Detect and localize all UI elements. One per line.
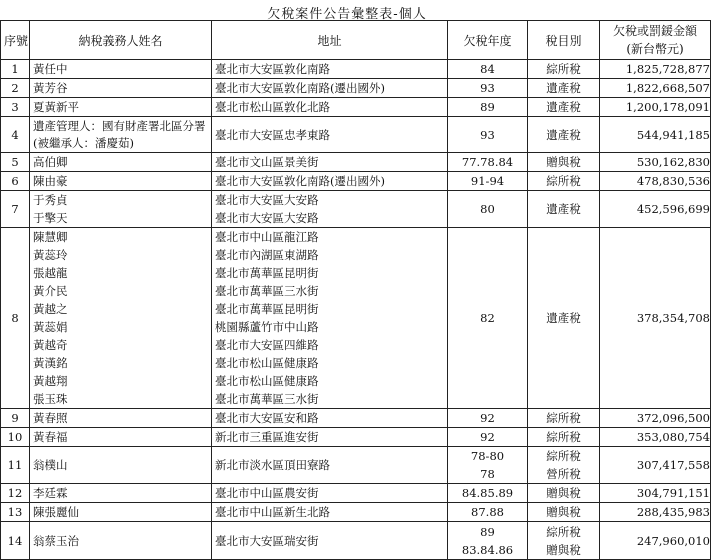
cell-tax-type xyxy=(528,79,600,98)
address-line: 新北市淡水區頂田寮路 xyxy=(215,458,330,472)
address-line: 臺北市大安區大安路 xyxy=(215,193,319,207)
tax-year: 91-94 xyxy=(470,174,505,188)
table-row xyxy=(1,191,711,228)
cell-tax-year xyxy=(448,98,528,117)
tax-year: 87.88 xyxy=(471,505,504,519)
cell-tax-type xyxy=(528,503,600,522)
tax-type: 贈與稅 xyxy=(546,505,581,519)
cell-taxpayer-name xyxy=(30,503,212,522)
cell-tax-year xyxy=(448,522,528,560)
cell-amount: 1,825,728,877 xyxy=(600,60,711,79)
cell-tax-type xyxy=(528,191,600,228)
address-line: 臺北市大安區敦化南路(遷出國外) xyxy=(215,81,385,95)
table-row xyxy=(1,522,711,560)
header-amount xyxy=(600,21,711,60)
cell-amount: 378,354,708 xyxy=(600,228,711,409)
cell-amount: 372,096,500 xyxy=(600,409,711,428)
cell-tax-type xyxy=(528,484,600,503)
header-year: 欠稅年度 xyxy=(448,21,528,60)
tax-type: 綜所稅 xyxy=(546,524,581,539)
cell-no: 2 xyxy=(1,79,30,98)
taxpayer-name: 張越龍 xyxy=(33,266,68,280)
table-row xyxy=(1,60,711,79)
taxpayer-name: 李廷霖 xyxy=(33,486,68,500)
tax-type: 遺產稅 xyxy=(546,202,581,216)
address-line: 臺北市松山區健康路 xyxy=(215,374,319,388)
cell-taxpayer-name xyxy=(30,522,212,560)
cell-address xyxy=(212,60,448,79)
taxpayer-name: 黃越翔 xyxy=(33,374,68,388)
tax-type: 綜所稅 xyxy=(546,174,581,188)
cell-address xyxy=(212,503,448,522)
tax-arrears-table xyxy=(0,20,711,560)
tax-year: 80 xyxy=(480,202,495,216)
tax-type: 遺產稅 xyxy=(546,127,581,142)
cell-tax-year xyxy=(448,447,528,484)
cell-address xyxy=(212,522,448,560)
tax-year: 77.78.84 xyxy=(461,155,514,169)
cell-address xyxy=(212,79,448,98)
cell-amount: 1,200,178,091 xyxy=(600,98,711,117)
cell-address xyxy=(212,484,448,503)
taxpayer-name: 翁樸山 xyxy=(33,458,68,472)
cell-taxpayer-name xyxy=(30,191,212,228)
table-row xyxy=(1,172,711,191)
cell-taxpayer-name xyxy=(30,228,212,409)
cell-tax-type xyxy=(528,172,600,191)
taxpayer-name: 于擎天 xyxy=(33,211,68,225)
cell-no: 5 xyxy=(1,153,30,172)
cell-taxpayer-name xyxy=(30,79,212,98)
address-line: 臺北市中山區龍江路 xyxy=(215,230,319,244)
taxpayer-name: 黃漢銘 xyxy=(33,356,68,370)
cell-taxpayer-name xyxy=(30,484,212,503)
cell-no: 11 xyxy=(1,447,30,484)
tax-type: 遺產稅 xyxy=(546,81,581,95)
taxpayer-name: 黃蕊娟 xyxy=(33,320,68,334)
cell-tax-type xyxy=(528,522,600,560)
cell-tax-type xyxy=(528,98,600,117)
cell-tax-year xyxy=(448,153,528,172)
cell-address xyxy=(212,153,448,172)
tax-type: 綜所稅 xyxy=(546,430,581,444)
tax-year: 84 xyxy=(480,62,495,76)
tax-type: 綜所稅 xyxy=(546,62,581,76)
cell-tax-type xyxy=(528,409,600,428)
cell-tax-year xyxy=(448,409,528,428)
cell-taxpayer-name xyxy=(30,428,212,447)
tax-year: 78-80 xyxy=(470,449,505,463)
taxpayer-name: 黃春照 xyxy=(33,411,68,425)
tax-year: 84.85.89 xyxy=(461,486,514,500)
cell-taxpayer-name xyxy=(30,98,212,117)
address-line: 臺北市內湖區東湖路 xyxy=(215,248,319,262)
address-line: 臺北市松山區健康路 xyxy=(215,356,319,370)
cell-address xyxy=(212,228,448,409)
cell-no: 4 xyxy=(1,117,30,153)
taxpayer-name: 黃蕊玲 xyxy=(33,248,68,262)
tax-year: 78 xyxy=(480,467,495,481)
cell-tax-year xyxy=(448,484,528,503)
cell-no: 6 xyxy=(1,172,30,191)
taxpayer-name: 黃介民 xyxy=(33,284,68,298)
cell-tax-type xyxy=(528,117,600,153)
address-line: 臺北市萬華區昆明街 xyxy=(215,266,319,280)
tax-type: 贈與稅 xyxy=(546,155,581,169)
address-line: 桃園縣蘆竹市中山路 xyxy=(215,320,319,334)
tax-year: 82 xyxy=(480,311,495,325)
cell-amount: 288,435,983 xyxy=(600,503,711,522)
cell-taxpayer-name xyxy=(30,172,212,191)
cell-tax-year xyxy=(448,79,528,98)
header-row xyxy=(1,21,711,60)
cell-address xyxy=(212,98,448,117)
taxpayer-name: 黃芳谷 xyxy=(33,81,68,95)
cell-tax-year xyxy=(448,228,528,409)
cell-address xyxy=(212,191,448,228)
cell-taxpayer-name: 遺產管理人：國有財產署北區分署(被繼承人：潘慶茹) xyxy=(30,117,212,153)
header-amount-line1: 欠稅或罰鍰金額 xyxy=(612,24,697,38)
taxpayer-name: 陳張麗仙 xyxy=(33,505,79,519)
address-line: 臺北市大安區四維路 xyxy=(215,338,319,352)
cell-tax-year xyxy=(448,117,528,153)
tax-type: 遺產稅 xyxy=(546,311,581,325)
tax-year: 89 xyxy=(480,100,495,114)
taxpayer-name: 夏黃新平 xyxy=(33,100,79,114)
tax-year: 93 xyxy=(480,127,495,142)
tax-type: 贈與稅 xyxy=(546,542,581,557)
header-amount-line2: (新台幣元) xyxy=(626,42,684,56)
taxpayer-name: 于秀貞 xyxy=(33,193,68,207)
tax-year: 92 xyxy=(480,411,495,425)
page-title: 欠稅案件公告彙整表-個人 xyxy=(267,7,427,22)
table-row xyxy=(1,153,711,172)
cell-amount: 353,080,754 xyxy=(600,428,711,447)
cell-tax-year xyxy=(448,428,528,447)
cell-no: 1 xyxy=(1,60,30,79)
cell-address xyxy=(212,172,448,191)
cell-no: 7 xyxy=(1,191,30,228)
taxpayer-name: 黃任中 xyxy=(33,62,68,76)
tax-type: 綜所稅 xyxy=(546,411,581,425)
taxpayer-name: 黃越奇 xyxy=(33,338,68,352)
cell-tax-year xyxy=(448,191,528,228)
cell-taxpayer-name xyxy=(30,409,212,428)
taxpayer-name: 翁蔡玉治 xyxy=(33,533,79,548)
cell-amount: 1,822,668,507 xyxy=(600,79,711,98)
cell-tax-type xyxy=(528,153,600,172)
cell-tax-year xyxy=(448,60,528,79)
address-line: 臺北市大安區忠孝東路 xyxy=(215,127,330,142)
address-line: 臺北市萬華區三水街 xyxy=(215,284,319,298)
address-line: 臺北市中山區農安街 xyxy=(215,486,319,500)
table-row xyxy=(1,503,711,522)
header-address: 地址 xyxy=(212,21,448,60)
header-no: 序號 xyxy=(1,21,30,60)
cell-tax-year xyxy=(448,503,528,522)
table-row xyxy=(1,98,711,117)
tax-type: 營所稅 xyxy=(546,467,581,481)
cell-amount: 478,830,536 xyxy=(600,172,711,191)
address-line: 臺北市中山區新生北路 xyxy=(215,505,330,519)
cell-tax-type xyxy=(528,60,600,79)
header-name: 納稅義務人姓名 xyxy=(30,21,212,60)
cell-taxpayer-name xyxy=(30,60,212,79)
address-line: 臺北市松山區敦化北路 xyxy=(215,100,330,114)
cell-tax-type xyxy=(528,447,600,484)
cell-amount: 304,791,151 xyxy=(600,484,711,503)
taxpayer-name: 張玉珠 xyxy=(33,392,68,406)
cell-no: 10 xyxy=(1,428,30,447)
address-line: 臺北市大安區敦化南路(遷出國外) xyxy=(215,174,385,188)
cell-taxpayer-name xyxy=(30,447,212,484)
taxpayer-name: 黃越之 xyxy=(33,302,68,316)
cell-tax-year xyxy=(448,172,528,191)
tax-type: 綜所稅 xyxy=(546,449,581,463)
address-line: 臺北市萬華區昆明街 xyxy=(215,302,319,316)
cell-no: 14 xyxy=(1,522,30,560)
cell-no: 3 xyxy=(1,98,30,117)
cell-address xyxy=(212,447,448,484)
table-row xyxy=(1,79,711,98)
address-line: 新北市三重區進安街 xyxy=(215,430,319,444)
cell-tax-type xyxy=(528,428,600,447)
tax-year: 93 xyxy=(480,81,495,95)
header-tax: 稅目別 xyxy=(528,21,600,60)
cell-amount: 530,162,830 xyxy=(600,153,711,172)
cell-taxpayer-name xyxy=(30,153,212,172)
address-line: 臺北市大安區大安路 xyxy=(215,211,319,225)
cell-no: 12 xyxy=(1,484,30,503)
cell-tax-type xyxy=(528,228,600,409)
table-row xyxy=(1,409,711,428)
cell-address xyxy=(212,428,448,447)
address-line: 臺北市大安區敦化南路 xyxy=(215,62,330,76)
tax-type: 贈與稅 xyxy=(546,486,581,500)
cell-address xyxy=(212,117,448,153)
taxpayer-name: 高伯卿 xyxy=(33,155,68,169)
cell-amount: 307,417,558 xyxy=(600,447,711,484)
cell-amount: 452,596,699 xyxy=(600,191,711,228)
address-line: 臺北市大安區安和路 xyxy=(215,411,319,425)
address-line: 臺北市萬華區三水街 xyxy=(215,392,319,406)
cell-no: 13 xyxy=(1,503,30,522)
tax-year: 83.84.86 xyxy=(461,542,514,557)
taxpayer-name: 黃春福 xyxy=(33,430,68,444)
tax-year: 92 xyxy=(480,430,495,444)
cell-amount: 247,960,010 xyxy=(600,522,711,560)
cell-no: 8 xyxy=(1,228,30,409)
table-row xyxy=(1,228,711,409)
tax-type: 遺產稅 xyxy=(546,100,581,114)
cell-no: 9 xyxy=(1,409,30,428)
taxpayer-name: 陳慧卿 xyxy=(33,230,68,244)
table-row xyxy=(1,447,711,484)
table-row xyxy=(1,117,711,153)
tax-year: 89 xyxy=(480,524,495,539)
cell-address xyxy=(212,409,448,428)
table-row xyxy=(1,484,711,503)
address-line: 臺北市文山區景美街 xyxy=(215,155,319,169)
cell-amount: 544,941,185 xyxy=(600,117,711,153)
address-line: 臺北市大安區瑞安街 xyxy=(215,533,319,548)
table-row xyxy=(1,428,711,447)
taxpayer-name: 陳由豪 xyxy=(33,174,68,188)
